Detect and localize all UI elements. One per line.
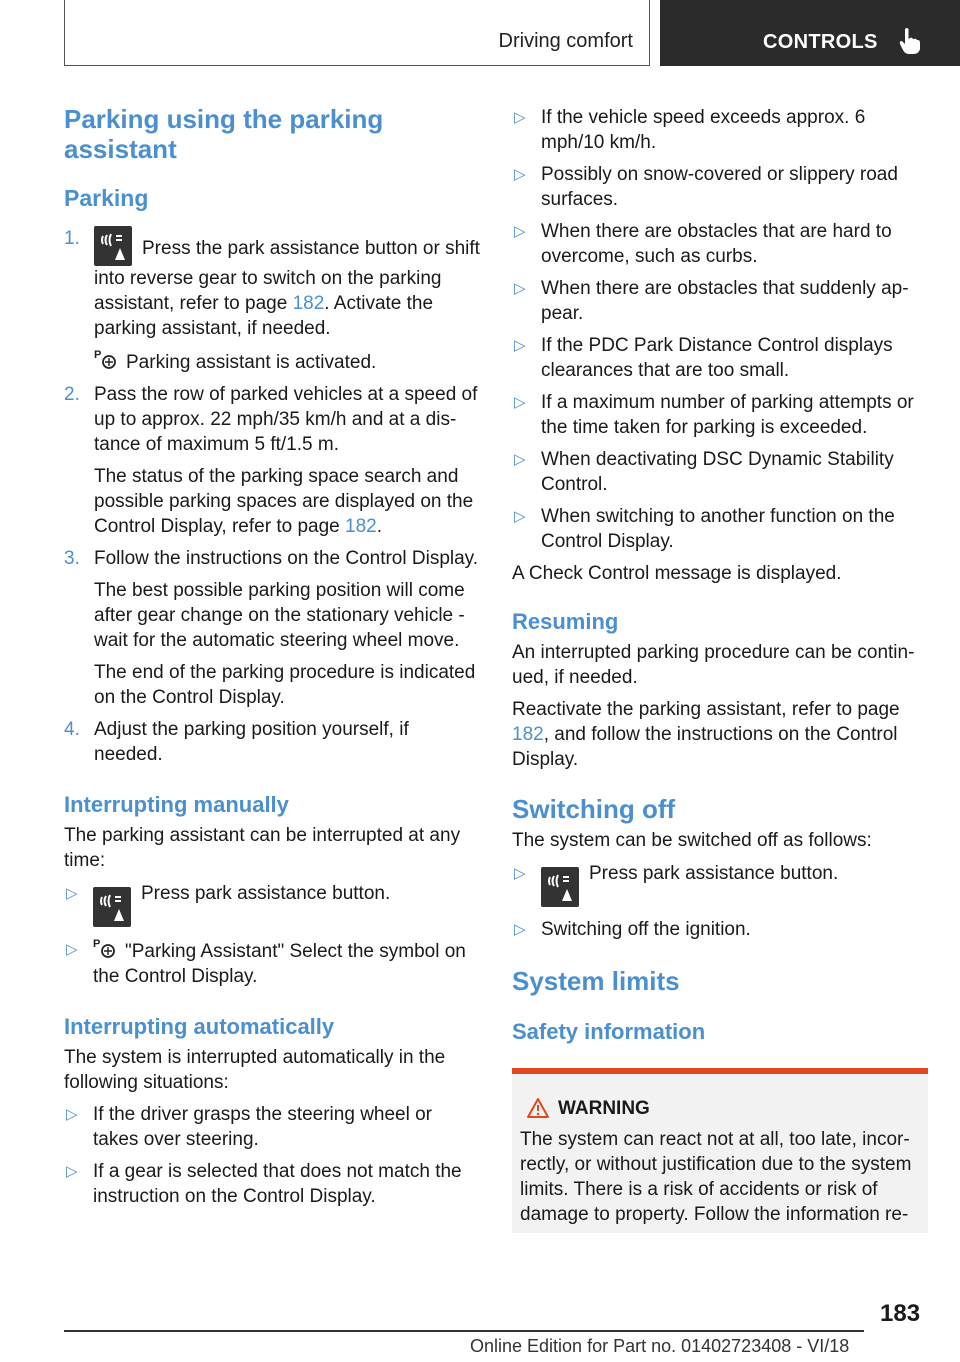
page-number: 183 [880,1300,921,1327]
step-text: Pass the row of parked vehicles at a speed of up to approx. 22 mph/35 km/h and at a distance of maximum 5 ft/1.5 m. [94,384,478,455]
step-text: Follow the instructions on the Control Display. [94,548,479,569]
auto-list [64,1102,482,1209]
left-column [64,98,482,1209]
list-item-text: "Parking Assistant" Select the symbol on the Control Display. [93,941,466,987]
step-number: 3. [64,548,80,569]
triangle-bullet-icon: ▷ [514,337,526,354]
heading-interrupting-manually: Interrupting manually [64,792,289,817]
auto-list-continued [512,105,928,554]
parking-step [64,382,482,539]
list-item-text: Press park assistance button. [589,863,839,884]
switching-off-list [512,861,928,942]
triangle-bullet-icon: ▷ [514,921,526,938]
svg-text:P: P [93,938,101,950]
list-item-text: When there are obstacles that are hard to overcome, such as curbs. [541,221,892,267]
park-assist-button-icon [541,867,579,907]
list-item [512,390,928,440]
list-item [512,276,928,326]
parking-assistant-icon [94,348,118,370]
list-item [512,162,928,212]
heading-interrupting-automatically: Interrupting automatically [64,1014,335,1039]
parking-steps [64,226,482,767]
list-item [64,1159,482,1209]
list-item [512,333,928,383]
page-link[interactable]: 182 [292,293,325,314]
list-item-text: If the vehicle speed exceeds approx. 6 mph/10 km/h. [541,107,866,153]
page-link[interactable]: 182 [345,516,377,537]
list-item [512,447,928,497]
heading-safety-information: Safety information [512,1019,706,1044]
triangle-bullet-icon: ▷ [514,280,526,297]
list-item-text: If a maximum number of parking attempts or the time taken for parking is exceeded. [541,392,914,438]
triangle-bullet-icon: ▷ [66,1106,78,1123]
step-sub [94,464,482,539]
resuming-p2-b: , and follow the instructions on the Control Display. [512,724,898,770]
parking-assistant-icon [93,937,117,959]
step-1-sub: Parking assistant is activated. [126,352,377,373]
heading-switching-off: Switching off [512,794,676,824]
step-number: 1. [64,228,80,249]
list-item-text: When switching to another function on the Control Display. [541,506,895,552]
header-chapter-label: CONTROLS [763,31,878,53]
manual-intro: The parking assistant can be interrupted at any time: [64,825,461,871]
list-item [64,937,482,989]
step-sub [94,348,482,375]
hand-pointer-icon [898,27,922,55]
heading-resuming: Resuming [512,609,619,634]
header-section-title: Driving comfort [498,30,633,52]
triangle-bullet-icon: ▷ [514,223,526,240]
parking-step [64,546,482,710]
step-text: Adjust the parking position yourself, if needed. [94,719,409,765]
step-2-sub-b: . [376,516,382,537]
triangle-bullet-icon: ▷ [66,885,78,902]
triangle-bullet-icon: ▷ [66,1163,78,1180]
list-item [512,219,928,269]
list-item-text: Press park assistance button. [141,883,391,904]
step-2-sub-a: The status of the parking space search and possible parking spaces are displayed on the Control Display, refer to page [94,466,474,537]
list-item-text: Possibly on snow-covered or slippery road surfaces. [541,164,898,210]
list-item [64,1102,482,1152]
footer-edition: Online Edition for Part no. 01402723408 - VI/18 [470,1336,850,1356]
triangle-bullet-icon: ▷ [66,941,78,958]
resuming-p2-a: Reactivate the parking assistant, refer to page [512,699,900,720]
warning-box [512,1068,928,1233]
step-text [94,226,482,341]
auto-intro: The system is interrupted automatically in the following situations: [64,1047,446,1093]
footer-divider [64,1330,864,1332]
step-sub: The end of the parking procedure is indicated on the Control Display. [94,662,476,708]
resuming-p2 [512,697,928,772]
step-number: 4. [64,719,80,740]
warning-title [520,1096,920,1121]
list-item [512,861,928,917]
warning-text: The system can react not at all, too late, incorrectly, or without justification due to the system limits. There is a risk of accidents or risk of damage to property. Follow the information re- [520,1129,912,1225]
step-1-text-a: Press the park assistance button or shift into reverse gear to switch on the parking assistant, refer to page [94,238,480,314]
parking-step [64,717,482,767]
list-item-text: When deactivating DSC Dynamic Stability Control. [541,449,894,495]
list-item-text: When there are obstacles that suddenly appear. [541,278,909,324]
warning-triangle-icon [526,1097,550,1119]
triangle-bullet-icon: ▷ [514,109,526,126]
list-item-text: If a gear is selected that does not match the instruction on the Control Display. [93,1161,462,1207]
triangle-bullet-icon: ▷ [514,394,526,411]
manual-list [64,881,482,989]
list-item-text: If the driver grasps the steering wheel or takes over steering. [93,1104,433,1150]
list-item-text: Switching off the ignition. [541,919,751,940]
check-control-text: A Check Control message is displayed. [512,563,842,584]
main-title: Parking using the parking assistant [64,104,384,164]
triangle-bullet-icon: ▷ [514,508,526,525]
header-chapter-tab[interactable] [660,0,960,66]
step-sub: The best possible parking position will come after gear change on the stationary vehicle - wait for the automatic steering wheel move. [94,580,465,651]
resuming-p1: An interrupted parking procedure can be continued, if needed. [512,642,915,688]
triangle-bullet-icon: ▷ [514,865,526,882]
parking-step [64,226,482,375]
step-number: 2. [64,384,80,405]
warning-title-text: WARNING [558,1098,650,1119]
step-1-text-b: . Activate the parking assistant, if needed. [94,293,434,339]
park-assist-button-icon [93,887,131,927]
park-assist-button-icon [94,226,132,266]
page-header [0,0,960,66]
list-item [512,917,928,942]
page-link[interactable]: 182 [512,724,544,745]
svg-text:P: P [94,349,102,361]
header-section-box [64,0,650,66]
heading-system-limits: System limits [512,966,680,996]
list-item [512,105,928,155]
switching-off-intro: The system can be switched off as follows: [512,830,872,851]
list-item-text: If the PDC Park Distance Control displays clearances that are too small. [541,335,893,381]
right-column [512,105,928,1233]
list-item [64,881,482,937]
triangle-bullet-icon: ▷ [514,166,526,183]
triangle-bullet-icon: ▷ [514,451,526,468]
list-item [512,504,928,554]
heading-parking: Parking [64,185,149,211]
